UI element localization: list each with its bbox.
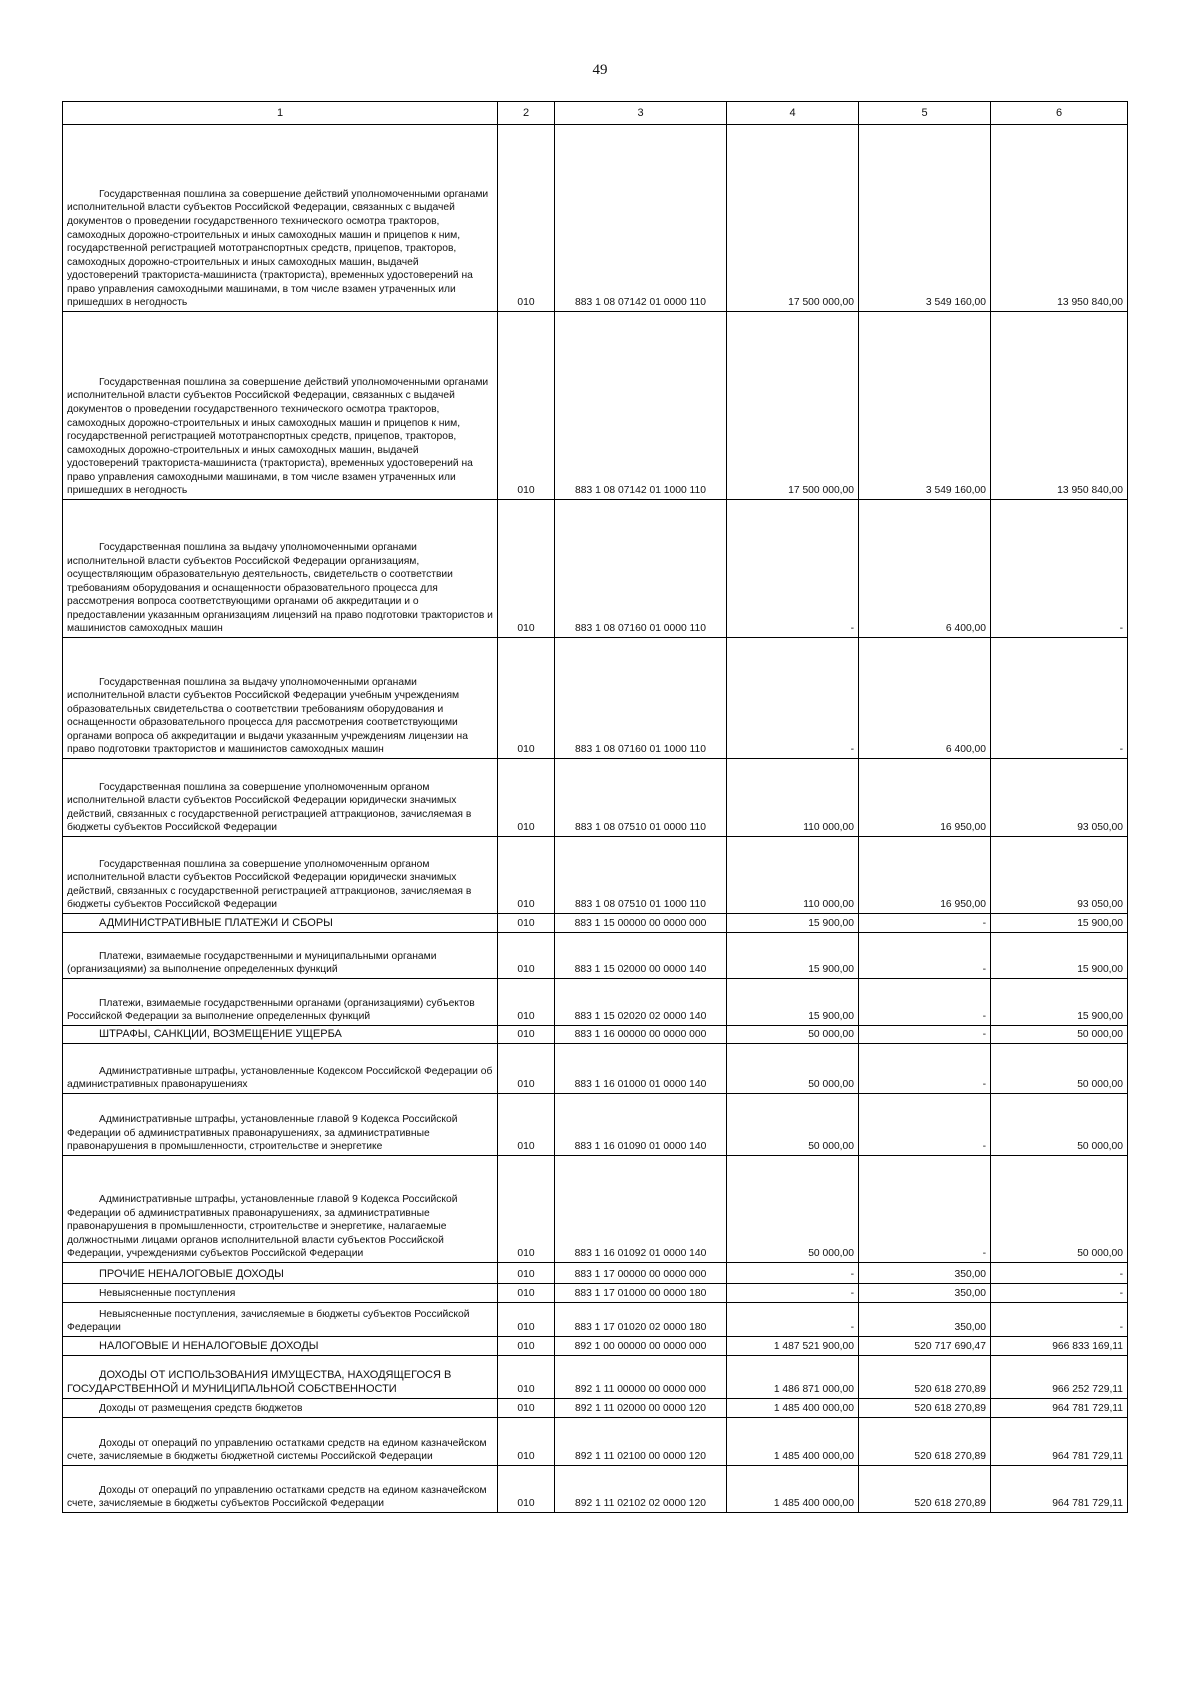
approved-amount: 15 900,00 bbox=[727, 933, 859, 979]
unexecuted-amount: 964 781 729,11 bbox=[991, 1466, 1128, 1513]
executed-amount: 16 950,00 bbox=[859, 837, 991, 914]
approved-amount: - bbox=[727, 500, 859, 638]
executed-amount: - bbox=[859, 1094, 991, 1156]
executed-amount: 16 950,00 bbox=[859, 759, 991, 837]
revenue-table bbox=[62, 101, 1128, 1513]
table-row bbox=[63, 1263, 1128, 1284]
budget-classification-code: 883 1 15 00000 00 0000 000 bbox=[555, 914, 727, 933]
table-row bbox=[63, 1418, 1128, 1466]
row-name: ШТРАФЫ, САНКЦИИ, ВОЗМЕЩЕНИЕ УЩЕРБА bbox=[99, 1028, 342, 1041]
table-row bbox=[63, 1399, 1128, 1418]
line-code: 010 bbox=[498, 1303, 555, 1337]
approved-amount: 50 000,00 bbox=[727, 1044, 859, 1094]
table-row bbox=[63, 638, 1128, 759]
table-header-row bbox=[63, 102, 1128, 125]
column-header: 6 bbox=[991, 102, 1128, 125]
executed-amount: 350,00 bbox=[859, 1263, 991, 1284]
table-row bbox=[63, 1284, 1128, 1303]
approved-amount: 1 485 400 000,00 bbox=[727, 1418, 859, 1466]
executed-amount: - bbox=[859, 979, 991, 1026]
row-name: Административные штрафы, установленные главой 9 Кодекса Российской Федерации об административных правонарушениях, за административные правонарушения в промышленности, строительстве и энергетике, налагаемые должностными лицами органов исполнительной власти субъектов Российской Федерации, учреждениями субъектов Российской Федерации bbox=[67, 1194, 458, 1260]
unexecuted-amount: - bbox=[991, 500, 1128, 638]
unexecuted-amount: - bbox=[991, 1284, 1128, 1303]
executed-amount: 6 400,00 bbox=[859, 638, 991, 759]
row-name-cell bbox=[63, 1284, 498, 1303]
budget-classification-code: 892 1 11 02102 02 0000 120 bbox=[555, 1466, 727, 1513]
line-code: 010 bbox=[498, 1156, 555, 1263]
row-name: АДМИНИСТРАТИВНЫЕ ПЛАТЕЖИ И СБОРЫ bbox=[99, 917, 333, 930]
approved-amount: 17 500 000,00 bbox=[727, 125, 859, 312]
table-row bbox=[63, 1044, 1128, 1094]
budget-classification-code: 883 1 08 07510 01 0000 110 bbox=[555, 759, 727, 837]
executed-amount: 6 400,00 bbox=[859, 500, 991, 638]
row-name-cell bbox=[63, 1263, 498, 1284]
row-name-cell bbox=[63, 1044, 498, 1094]
executed-amount: 3 549 160,00 bbox=[859, 125, 991, 312]
budget-classification-code: 883 1 08 07142 01 0000 110 bbox=[555, 125, 727, 312]
approved-amount: - bbox=[727, 638, 859, 759]
executed-amount: 350,00 bbox=[859, 1284, 991, 1303]
budget-classification-code: 883 1 08 07160 01 0000 110 bbox=[555, 500, 727, 638]
executed-amount: - bbox=[859, 1044, 991, 1094]
executed-amount: 3 549 160,00 bbox=[859, 312, 991, 500]
budget-classification-code: 883 1 15 02020 02 0000 140 bbox=[555, 979, 727, 1026]
line-code: 010 bbox=[498, 1399, 555, 1418]
unexecuted-amount: 50 000,00 bbox=[991, 1094, 1128, 1156]
table-row bbox=[63, 125, 1128, 312]
row-name: Доходы от размещения средств бюджетов bbox=[99, 1403, 303, 1415]
row-name: Государственная пошлина за совершение уполномоченным органом исполнительной власти субъектов Российской Федерации юридически значимых действий, связанных с государственной регистрацией аттракционов, зачисляемая в бюджеты субъектов Российской Федерации bbox=[67, 858, 472, 911]
row-name-cell bbox=[63, 500, 498, 638]
line-code: 010 bbox=[498, 933, 555, 979]
table-row bbox=[63, 1026, 1128, 1044]
line-code: 010 bbox=[498, 125, 555, 312]
approved-amount: 17 500 000,00 bbox=[727, 312, 859, 500]
row-name: Платежи, взимаемые государственными и муниципальными органами (организациями) за выполнение определенных функций bbox=[67, 950, 437, 976]
unexecuted-amount: 50 000,00 bbox=[991, 1156, 1128, 1263]
budget-classification-code: 883 1 08 07142 01 1000 110 bbox=[555, 312, 727, 500]
row-name-cell bbox=[63, 933, 498, 979]
approved-amount: 1 486 871 000,00 bbox=[727, 1356, 859, 1399]
line-code: 010 bbox=[498, 1466, 555, 1513]
approved-amount: 1 487 521 900,00 bbox=[727, 1337, 859, 1356]
budget-classification-code: 892 1 11 00000 00 0000 000 bbox=[555, 1356, 727, 1399]
table-row bbox=[63, 979, 1128, 1026]
unexecuted-amount: 966 833 169,11 bbox=[991, 1337, 1128, 1356]
row-name-cell bbox=[63, 312, 498, 500]
unexecuted-amount: - bbox=[991, 638, 1128, 759]
row-name: ДОХОДЫ ОТ ИСПОЛЬЗОВАНИЯ ИМУЩЕСТВА, НАХОДЯЩЕГОСЯ В ГОСУДАРСТВЕННОЙ И МУНИЦИПАЛЬНОЙ СОБСТВЕННОСТИ bbox=[67, 1368, 452, 1396]
line-code: 010 bbox=[498, 1337, 555, 1356]
table-row bbox=[63, 1466, 1128, 1513]
approved-amount: 50 000,00 bbox=[727, 1094, 859, 1156]
unexecuted-amount: 50 000,00 bbox=[991, 1026, 1128, 1044]
row-name: Административные штрафы, установленные главой 9 Кодекса Российской Федерации об административных правонарушениях, за административные правонарушения в промышленности, строительстве и энергетике bbox=[67, 1114, 458, 1153]
executed-amount: 520 717 690,47 bbox=[859, 1337, 991, 1356]
approved-amount: 15 900,00 bbox=[727, 914, 859, 933]
line-code: 010 bbox=[498, 759, 555, 837]
line-code: 010 bbox=[498, 1418, 555, 1466]
row-name-cell bbox=[63, 979, 498, 1026]
executed-amount: - bbox=[859, 1026, 991, 1044]
table-row bbox=[63, 1303, 1128, 1337]
budget-classification-code: 883 1 17 01000 00 0000 180 bbox=[555, 1284, 727, 1303]
budget-classification-code: 892 1 00 00000 00 0000 000 bbox=[555, 1337, 727, 1356]
unexecuted-amount: 15 900,00 bbox=[991, 914, 1128, 933]
unexecuted-amount: - bbox=[991, 1303, 1128, 1337]
line-code: 010 bbox=[498, 638, 555, 759]
unexecuted-amount: 964 781 729,11 bbox=[991, 1418, 1128, 1466]
budget-classification-code: 892 1 11 02000 00 0000 120 bbox=[555, 1399, 727, 1418]
budget-classification-code: 883 1 17 00000 00 0000 000 bbox=[555, 1263, 727, 1284]
row-name: Государственная пошлина за совершение действий уполномоченными органами исполнительной власти субъектов Российской Федерации, связанных с выдачей документов о проведении государственного технического осмотра тракторов, самоходных дорожно-строительных и иных самоходных машин и прицепов к ним, государственной регистрацией мототранспортных средств, прицепов, тракторов, самоходных дорожно-строительных и иных самоходных машин, выдачей удостоверений тракториста-машиниста (тракториста), временных удостоверений на право управления самоходными машинами, в том числе взамен утраченных или пришедших в негодность bbox=[67, 188, 489, 309]
row-name-cell bbox=[63, 1399, 498, 1418]
budget-classification-code: 883 1 17 01020 02 0000 180 bbox=[555, 1303, 727, 1337]
row-name: ПРОЧИЕ НЕНАЛОГОВЫЕ ДОХОДЫ bbox=[99, 1268, 284, 1281]
budget-classification-code: 883 1 15 02000 00 0000 140 bbox=[555, 933, 727, 979]
row-name-cell bbox=[63, 837, 498, 914]
approved-amount: 15 900,00 bbox=[727, 979, 859, 1026]
line-code: 010 bbox=[498, 312, 555, 500]
line-code: 010 bbox=[498, 837, 555, 914]
row-name: Платежи, взимаемые государственными органами (организациями) субъектов Российской Федерации за выполнение определенных функций bbox=[67, 997, 475, 1023]
budget-classification-code: 883 1 16 00000 00 0000 000 bbox=[555, 1026, 727, 1044]
approved-amount: - bbox=[727, 1263, 859, 1284]
column-header: 5 bbox=[859, 102, 991, 125]
row-name-cell bbox=[63, 759, 498, 837]
executed-amount: 520 618 270,89 bbox=[859, 1356, 991, 1399]
row-name: Доходы от операций по управлению остатками средств на едином казначейском счете, зачисляемые в бюджеты субъектов Российской Федерации bbox=[67, 1484, 487, 1510]
row-name-cell bbox=[63, 1356, 498, 1399]
executed-amount: - bbox=[859, 914, 991, 933]
row-name-cell bbox=[63, 1337, 498, 1356]
row-name-cell bbox=[63, 1026, 498, 1044]
line-code: 010 bbox=[498, 1026, 555, 1044]
line-code: 010 bbox=[498, 1094, 555, 1156]
table-row bbox=[63, 1337, 1128, 1356]
unexecuted-amount: 50 000,00 bbox=[991, 1044, 1128, 1094]
budget-classification-code: 892 1 11 02100 00 0000 120 bbox=[555, 1418, 727, 1466]
row-name-cell bbox=[63, 1418, 498, 1466]
unexecuted-amount: 966 252 729,11 bbox=[991, 1356, 1128, 1399]
executed-amount: 520 618 270,89 bbox=[859, 1399, 991, 1418]
line-code: 010 bbox=[498, 1044, 555, 1094]
approved-amount: - bbox=[727, 1303, 859, 1337]
row-name: Государственная пошлина за совершение действий уполномоченными органами исполнительной власти субъектов Российской Федерации, связанных с выдачей документов о проведении государственного технического осмотра тракторов, самоходных дорожно-строительных и иных самоходных машин и прицепов к ним, государственной регистрацией мототранспортных средств, прицепов, тракторов, самоходных дорожно-строительных и иных самоходных машин, выдачей удостоверений тракториста-машиниста (тракториста), временных удостоверений на право управления самоходными машинами, в том числе взамен утраченных или пришедших в негодность bbox=[67, 376, 489, 497]
row-name: Государственная пошлина за совершение уполномоченным органом исполнительной власти субъектов Российской Федерации юридически значимых действий, связанных с государственной регистрацией аттракционов, зачисляемая в бюджеты субъектов Российской Федерации bbox=[67, 781, 472, 834]
column-header: 2 bbox=[498, 102, 555, 125]
unexecuted-amount: 15 900,00 bbox=[991, 933, 1128, 979]
row-name-cell bbox=[63, 1303, 498, 1337]
executed-amount: 520 618 270,89 bbox=[859, 1418, 991, 1466]
row-name: Государственная пошлина за выдачу уполномоченными органами исполнительной власти субъектов Российской Федерации учебным учреждениям образовательных свидетельства о соответствии требованиям оборудования и оснащенности образовательного процесса для рассмотрения соответствующими органами вопроса об аккредитации и выдачи указанным учреждениям лицензии на право подготовки трактористов и машинистов самоходных машин bbox=[67, 676, 468, 756]
line-code: 010 bbox=[498, 1263, 555, 1284]
executed-amount: 350,00 bbox=[859, 1303, 991, 1337]
unexecuted-amount: - bbox=[991, 1263, 1128, 1284]
approved-amount: 1 485 400 000,00 bbox=[727, 1466, 859, 1513]
executed-amount: - bbox=[859, 933, 991, 979]
unexecuted-amount: 13 950 840,00 bbox=[991, 312, 1128, 500]
column-header: 4 bbox=[727, 102, 859, 125]
line-code: 010 bbox=[498, 979, 555, 1026]
budget-classification-code: 883 1 16 01090 01 0000 140 bbox=[555, 1094, 727, 1156]
table-row bbox=[63, 1156, 1128, 1263]
row-name: Невыясненные поступления, зачисляемые в бюджеты субъектов Российской Федерации bbox=[67, 1308, 470, 1334]
unexecuted-amount: 13 950 840,00 bbox=[991, 125, 1128, 312]
budget-classification-code: 883 1 16 01000 01 0000 140 bbox=[555, 1044, 727, 1094]
row-name-cell bbox=[63, 1466, 498, 1513]
row-name-cell bbox=[63, 125, 498, 312]
row-name: Административные штрафы, установленные Кодексом Российской Федерации об административных правонарушениях bbox=[67, 1065, 493, 1091]
unexecuted-amount: 964 781 729,11 bbox=[991, 1399, 1128, 1418]
row-name: Доходы от операций по управлению остатками средств на едином казначейском счете, зачисляемые в бюджеты бюджетной системы Российской Федерации bbox=[67, 1437, 487, 1463]
row-name: Государственная пошлина за выдачу уполномоченными органами исполнительной власти субъектов Российской Федерации организациям, осуществляющим образовательную деятельность, свидетельств о соответствии требованиям оборудования и оснащенности образовательного процесса для рассмотрения вопроса соответствующими органами об аккредитации и о предоставлении указанным организациям лицензий на право подготовки трактористов и машинистов самоходных машин bbox=[67, 541, 493, 635]
page-number: 49 bbox=[592, 62, 608, 78]
table-row bbox=[63, 312, 1128, 500]
row-name-cell bbox=[63, 1156, 498, 1263]
line-code: 010 bbox=[498, 1356, 555, 1399]
table-row bbox=[63, 500, 1128, 638]
row-name: Невыясненные поступления bbox=[99, 1288, 236, 1300]
approved-amount: 50 000,00 bbox=[727, 1156, 859, 1263]
unexecuted-amount: 93 050,00 bbox=[991, 837, 1128, 914]
approved-amount: 110 000,00 bbox=[727, 837, 859, 914]
table-row bbox=[63, 837, 1128, 914]
approved-amount: 1 485 400 000,00 bbox=[727, 1399, 859, 1418]
table-row bbox=[63, 914, 1128, 933]
table-row bbox=[63, 1094, 1128, 1156]
executed-amount: 520 618 270,89 bbox=[859, 1466, 991, 1513]
table-row bbox=[63, 1356, 1128, 1399]
budget-classification-code: 883 1 08 07160 01 1000 110 bbox=[555, 638, 727, 759]
unexecuted-amount: 15 900,00 bbox=[991, 979, 1128, 1026]
unexecuted-amount: 93 050,00 bbox=[991, 759, 1128, 837]
table-row bbox=[63, 759, 1128, 837]
row-name-cell bbox=[63, 638, 498, 759]
line-code: 010 bbox=[498, 1284, 555, 1303]
approved-amount: 110 000,00 bbox=[727, 759, 859, 837]
budget-classification-code: 883 1 16 01092 01 0000 140 bbox=[555, 1156, 727, 1263]
row-name: НАЛОГОВЫЕ И НЕНАЛОГОВЫЕ ДОХОДЫ bbox=[99, 1340, 319, 1353]
column-header: 3 bbox=[555, 102, 727, 125]
line-code: 010 bbox=[498, 500, 555, 638]
row-name-cell bbox=[63, 914, 498, 933]
row-name-cell bbox=[63, 1094, 498, 1156]
approved-amount: - bbox=[727, 1284, 859, 1303]
line-code: 010 bbox=[498, 914, 555, 933]
budget-classification-code: 883 1 08 07510 01 1000 110 bbox=[555, 837, 727, 914]
approved-amount: 50 000,00 bbox=[727, 1026, 859, 1044]
table-row bbox=[63, 933, 1128, 979]
executed-amount: - bbox=[859, 1156, 991, 1263]
column-header: 1 bbox=[63, 102, 498, 125]
